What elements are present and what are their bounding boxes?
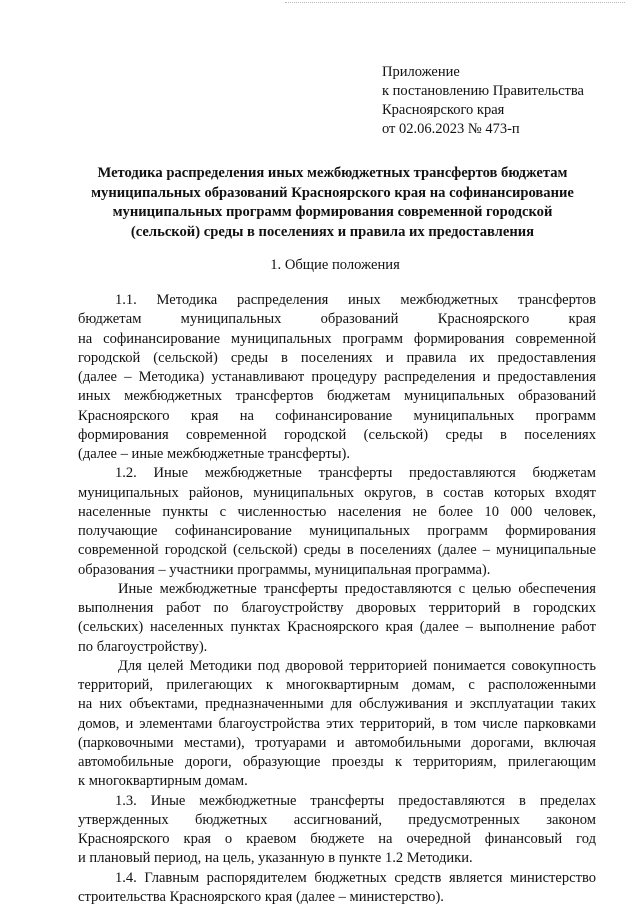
body-line: Иные межбюджетные трансферты предоставляются с целью обеспечения xyxy=(118,580,596,597)
body-line: получающие софинансирование муниципальных программ формирования xyxy=(78,523,596,539)
body-line: территорий, прилегающих к многоквартирным домам, с расположенными xyxy=(78,677,596,693)
body-line: 1.2. Иные межбюджетные трансферты предоставляются бюджетам xyxy=(115,465,596,482)
body-line: муниципальных районов, муниципальных округов, в состав которых входят xyxy=(78,484,596,501)
body-line: и плановый период, на цель, указанную в пункте 1.2 Методики. xyxy=(78,850,473,867)
document-title xyxy=(60,164,605,242)
body-text xyxy=(78,291,596,907)
body-line: (далее – иные межбюджетные трансферты). xyxy=(78,446,351,462)
body-line: Красноярского края о краевом бюджете на очередной финансовый год xyxy=(78,831,596,847)
body-line: населенные пункты с численностью населения не более 10 000 человек, xyxy=(78,503,596,520)
appendix-line: к постановлению Правительства xyxy=(382,83,584,99)
top-border-line xyxy=(285,2,625,4)
body-line: строительства Красноярского края (далее – министерство). xyxy=(78,888,444,905)
body-line: автомобильные дороги, образующие проезды к территориям, прилегающим xyxy=(78,754,596,770)
body-line: Красноярского края на софинансирование муниципальных программ xyxy=(78,407,596,424)
body-line: выполнения работ по благоустройству дворовых территорий в городских xyxy=(78,600,596,616)
body-line: иных межбюджетных трансфертов бюджетам муниципальных образований xyxy=(78,388,596,405)
appendix-line: Красноярского края xyxy=(382,102,505,118)
title-line: муниципальных образований Красноярского края на софинансирование xyxy=(91,184,574,201)
body-line: 1.3. Иные межбюджетные трансферты предоставляются в пределах xyxy=(115,792,596,809)
body-line: Для целей Методики под дворовой территорией понимается совокупность xyxy=(118,657,596,674)
title-line: Методика распределения иных межбюджетных трансфертов бюджетам xyxy=(97,165,568,181)
body-line: на софинансирование муниципальных программ формирования современной xyxy=(78,330,596,347)
appendix-line: от 02.06.2023 № 473-п xyxy=(382,121,520,137)
body-line: к многоквартирным домам. xyxy=(78,773,248,790)
body-line: (парковочными местами), тротуарами и автомобильными дорогами, включая xyxy=(78,734,596,751)
appendix-block xyxy=(382,63,584,139)
body-line: бюджетам муниципальных образований Красноярского края xyxy=(78,311,596,328)
body-line: 1.1. Методика распределения иных межбюджетных трансфертов xyxy=(115,292,596,308)
body-line: современной городской (сельской) среды в поселениях (далее – муниципальные xyxy=(78,542,596,559)
body-line: домов, и элементами благоустройства этих территорий, в том числе парковками xyxy=(78,715,596,732)
title-line: муниципальных программ формирования современной городской xyxy=(112,204,553,220)
body-line: (сельских) населенных пунктах Красноярского края (далее – выполнение работ xyxy=(78,619,596,636)
body-line: (далее – Методика) устанавливают процедуру распределения и предоставления xyxy=(78,369,596,385)
section-heading: 1. Общие положения xyxy=(270,257,400,273)
body-line: 1.4. Главным распорядителем бюджетных средств является министерство xyxy=(115,869,596,886)
body-line: городской (сельской) среды в поселениях и правила их предоставления xyxy=(78,349,596,366)
body-line: формирования современной городской (сельской) среды в поселениях xyxy=(78,426,596,443)
body-line: утвержденных бюджетных ассигнований, предусмотренных законом xyxy=(78,811,596,828)
body-line: образования – участники программы, муниципальная программа). xyxy=(78,561,491,578)
body-line: по благоустройству). xyxy=(78,638,208,655)
appendix-line: Приложение xyxy=(382,64,460,80)
title-line: (сельской) среды в поселениях и правила их предоставления xyxy=(130,223,535,240)
body-line: на них объектами, предназначенными для обслуживания и эксплуатации таких xyxy=(78,696,596,713)
